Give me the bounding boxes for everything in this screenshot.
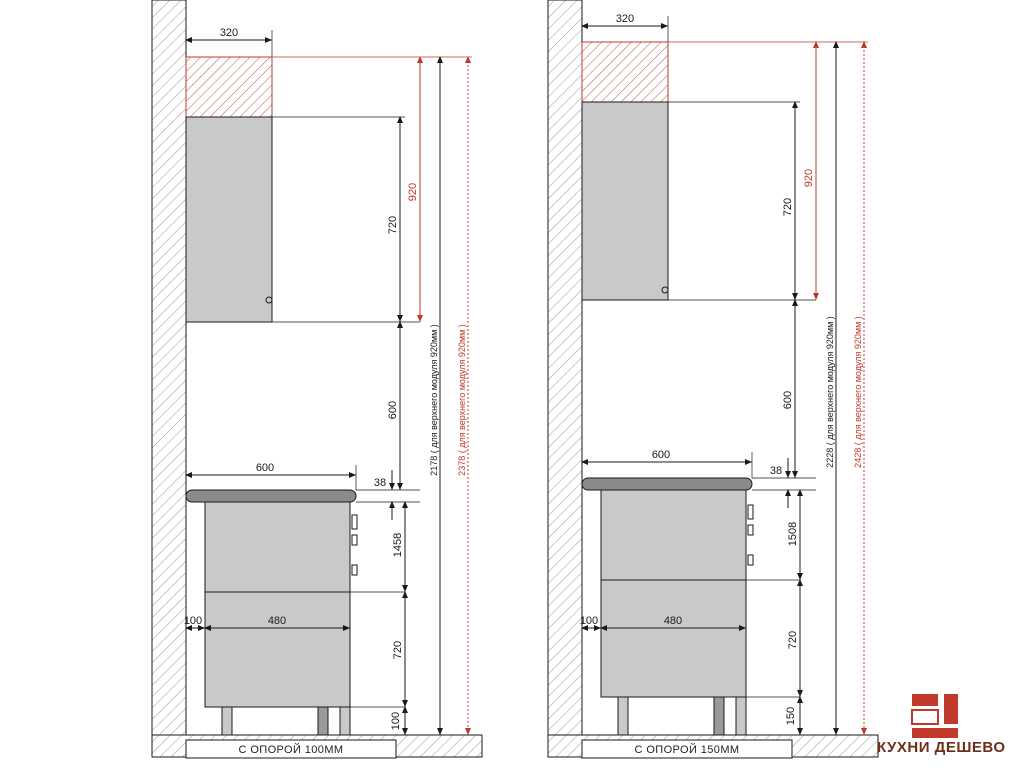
brick-logo-icon-2: [944, 694, 958, 724]
diagram-right: [548, 0, 878, 758]
leg-left-1: [222, 707, 232, 735]
countertop-right: [582, 478, 752, 490]
base-handle-low-left: [352, 565, 357, 575]
upper-cabinet-right: [582, 102, 668, 300]
dim-base-side-left: 100: [183, 615, 203, 627]
leg-left-2: [318, 707, 328, 735]
leg-right-1: [618, 697, 628, 735]
brick-logo-icon-4: [912, 728, 958, 738]
countertop-left: [186, 490, 356, 502]
base-cabinet-left: [205, 502, 350, 707]
dim-counter-thickness-left: 38: [373, 477, 387, 489]
dim-upper-offset-right: 920: [803, 168, 815, 188]
dim-gap-left: 600: [387, 400, 399, 420]
base-handle-top-left: [352, 515, 357, 529]
dim-total-black-right: 2228 ( для верхнего модуля 920мм ): [825, 316, 835, 468]
dim-upper-height-left: 720: [387, 215, 399, 235]
leg-left-3: [340, 707, 350, 735]
base-handle-low-right: [748, 555, 753, 565]
dim-counter-height-right: 1508: [787, 521, 799, 547]
dim-base-width-right: 600: [651, 449, 671, 461]
dim-total-red-left: 2378 ( для верхнего модуля 920мм ): [457, 324, 467, 476]
brand-name: КУХНИ ДЕШЕВО: [877, 739, 1006, 756]
dim-upper-depth-right: 320: [615, 13, 635, 25]
dim-plinth-left: 100: [390, 711, 402, 731]
base-handle-mid-right: [748, 525, 753, 535]
dim-total-black-left: 2178 ( для верхнего модуля 920мм ): [429, 324, 439, 476]
dim-total-red-right: 2428 ( для верхнего модуля 920мм ): [853, 316, 863, 468]
caption-right: С ОПОРОЙ 150ММ: [634, 744, 740, 756]
wall-hatch-left: [152, 0, 186, 735]
dim-gap-right: 600: [782, 390, 794, 410]
leg-right-3: [736, 697, 746, 735]
base-handle-top-right: [748, 505, 753, 519]
dim-base-front-left: 480: [267, 615, 287, 627]
dim-upper-depth-left: 320: [219, 27, 239, 39]
base-handle-mid-left: [352, 535, 357, 545]
diagram-left: [152, 0, 482, 758]
dim-counter-height-left: 1458: [392, 532, 404, 558]
dim-upper-height-right: 720: [782, 197, 794, 217]
dim-upper-offset-left: 920: [407, 182, 419, 202]
dim-door-height-right: 720: [787, 630, 799, 650]
dim-counter-thickness-right: 38: [769, 465, 783, 477]
upper-cabinet-extension-right: [582, 42, 668, 102]
wall-hatch-right: [548, 0, 582, 735]
dim-base-width-left: 600: [255, 462, 275, 474]
leg-right-2: [714, 697, 724, 735]
dim-plinth-right: 150: [785, 706, 797, 726]
dim-door-height-left: 720: [392, 640, 404, 660]
brick-logo-icon: [912, 694, 938, 706]
dim-base-front-right: 480: [663, 615, 683, 627]
caption-left: С ОПОРОЙ 100ММ: [238, 744, 344, 756]
dim-base-side-right: 100: [579, 615, 599, 627]
base-cabinet-right: [601, 490, 746, 697]
brand-logo[interactable]: [877, 694, 1006, 756]
upper-cabinet-extension-left: [186, 57, 272, 117]
brick-logo-icon-3: [912, 710, 938, 724]
upper-cabinet-left: [186, 117, 272, 322]
